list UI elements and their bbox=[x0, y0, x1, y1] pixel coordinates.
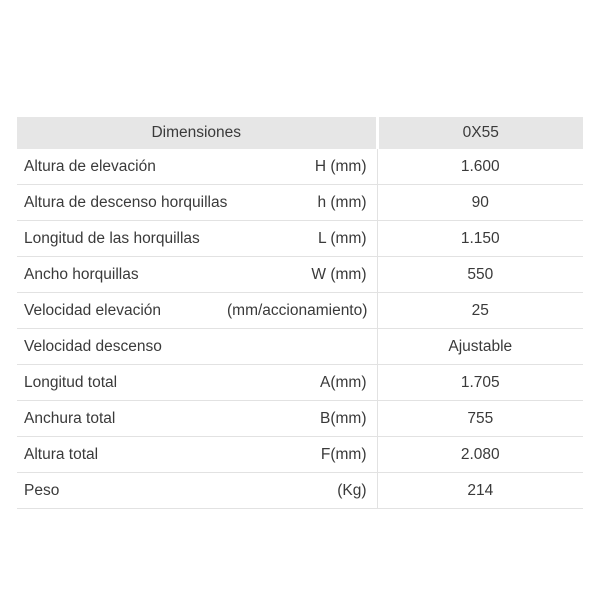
row-label: Ancho horquillas bbox=[17, 257, 227, 293]
dimensions-header: Dimensiones bbox=[17, 117, 377, 149]
row-unit: W (mm) bbox=[227, 257, 377, 293]
row-value: 25 bbox=[377, 293, 583, 329]
row-value: 550 bbox=[377, 257, 583, 293]
row-label: Longitud total bbox=[17, 365, 227, 401]
table-row bbox=[17, 437, 583, 473]
row-label: Velocidad elevación bbox=[17, 293, 227, 329]
row-unit: h (mm) bbox=[227, 185, 377, 221]
row-value: 1.705 bbox=[377, 365, 583, 401]
row-value: 214 bbox=[377, 473, 583, 509]
table-row bbox=[17, 149, 583, 185]
table-row bbox=[17, 221, 583, 257]
table-row bbox=[17, 185, 583, 221]
row-unit: (Kg) bbox=[227, 473, 377, 509]
table-row bbox=[17, 329, 583, 365]
row-label: Longitud de las horquillas bbox=[17, 221, 227, 257]
row-value: 1.150 bbox=[377, 221, 583, 257]
spec-table bbox=[17, 117, 583, 509]
row-value: 2.080 bbox=[377, 437, 583, 473]
row-value: Ajustable bbox=[377, 329, 583, 365]
model-header: 0X55 bbox=[377, 117, 583, 149]
row-label: Peso bbox=[17, 473, 227, 509]
table-row bbox=[17, 401, 583, 437]
row-label: Velocidad descenso bbox=[17, 329, 227, 365]
row-value: 90 bbox=[377, 185, 583, 221]
row-label: Altura total bbox=[17, 437, 227, 473]
table-row bbox=[17, 293, 583, 329]
row-unit: B(mm) bbox=[227, 401, 377, 437]
row-unit bbox=[227, 329, 377, 365]
row-unit: H (mm) bbox=[227, 149, 377, 185]
row-label: Anchura total bbox=[17, 401, 227, 437]
table-row bbox=[17, 473, 583, 509]
row-unit: L (mm) bbox=[227, 221, 377, 257]
row-label: Altura de elevación bbox=[17, 149, 227, 185]
table-row bbox=[17, 365, 583, 401]
row-value: 1.600 bbox=[377, 149, 583, 185]
row-unit: F(mm) bbox=[227, 437, 377, 473]
row-unit: (mm/accionamiento) bbox=[227, 293, 377, 329]
row-value: 755 bbox=[377, 401, 583, 437]
table-header-row bbox=[17, 117, 583, 149]
table-row bbox=[17, 257, 583, 293]
row-label: Altura de descenso horquillas bbox=[17, 185, 227, 221]
row-unit: A(mm) bbox=[227, 365, 377, 401]
